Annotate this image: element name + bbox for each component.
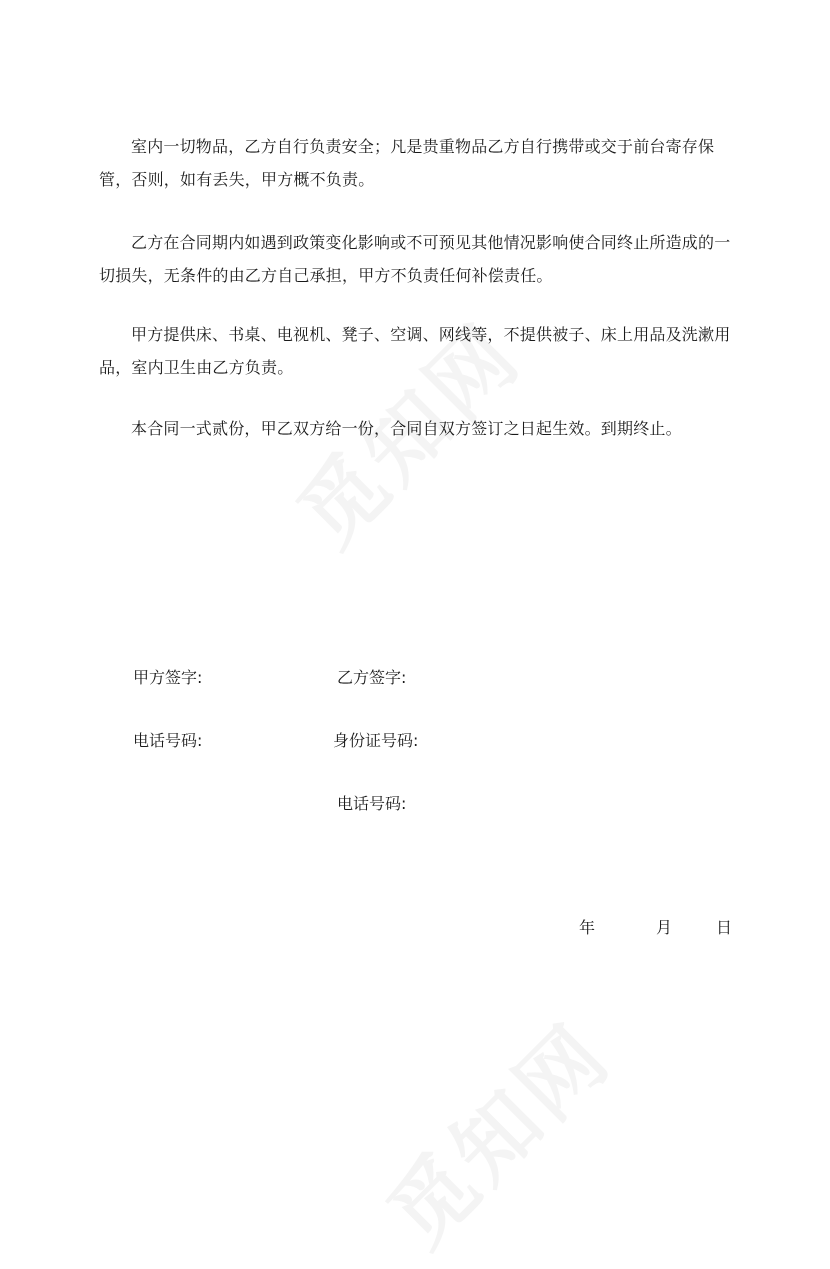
party-a-phone-label: 电话号码:: [133, 731, 203, 750]
party-b-id-label: 身份证号码:: [333, 731, 419, 750]
party-a-signature-label: 甲方签字:: [133, 668, 203, 687]
clause-paragraph: 本合同一式贰份，甲乙双方给一份，合同自双方签订之日起生效。到期终止。: [131, 419, 682, 438]
date-month-label: 月: [656, 918, 673, 937]
party-b-phone-label: 电话号码:: [337, 794, 407, 813]
clause-paragraph: 乙方在合同期内如遇到政策变化影响或不可预见其他情况影响使合同终止所造成的一切损失，无条件的由乙方自己承担，甲方不负责任何补偿责任。: [99, 233, 731, 285]
clause-paragraph: 室内一切物品，乙方自行负责安全；凡是贵重物品乙方自行携带或交于前台寄存保管，否则，如有丢失，甲方概不负责。: [99, 137, 715, 189]
date-day-label: 日: [716, 918, 733, 937]
date-year-label: 年: [579, 918, 596, 937]
watermark: [357, 992, 633, 1268]
party-b-signature-label: 乙方签字:: [337, 668, 407, 687]
clause-paragraph: 甲方提供床、书桌、电视机、凳子、空调、网线等，不提供被子、床上用品及洗漱用品，室内卫生由乙方负责。: [99, 325, 731, 377]
